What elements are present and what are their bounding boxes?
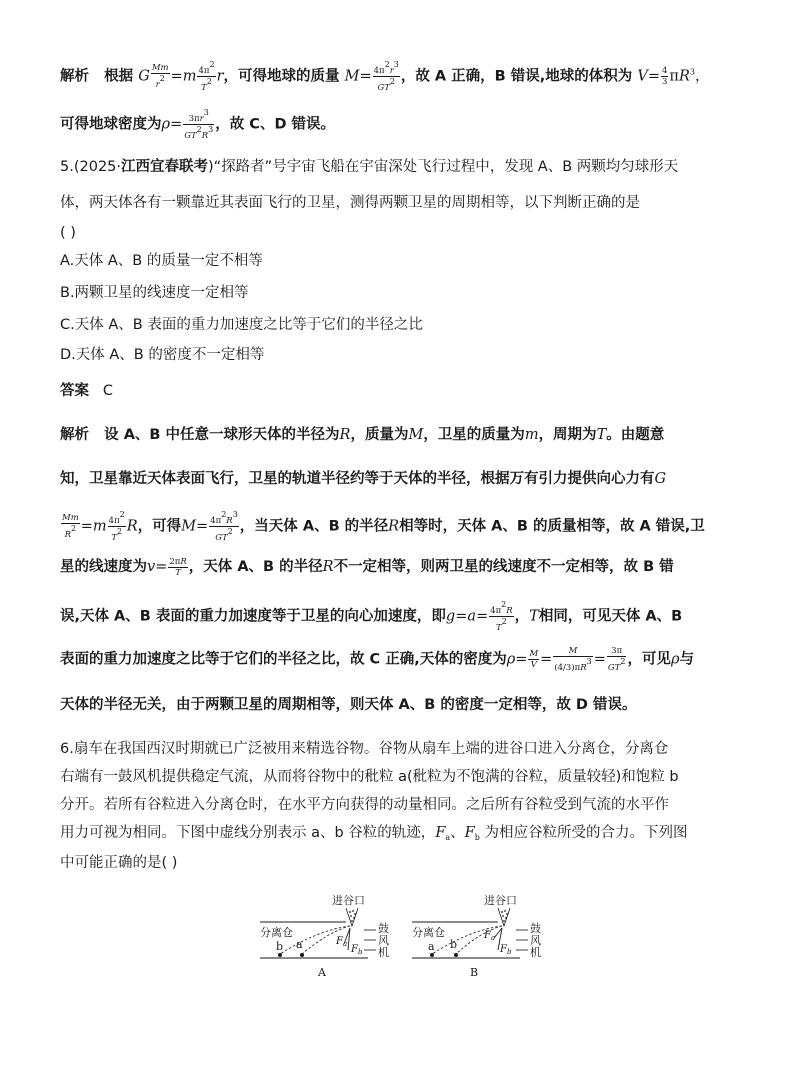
hopper-funnel: [498, 908, 510, 926]
text-run: 与: [679, 651, 694, 668]
answer-label: 答案: [60, 383, 89, 399]
question-number: 5.(2025·: [60, 159, 122, 175]
text-run: ，周期为: [538, 427, 597, 443]
solution-label: 解析: [60, 427, 89, 443]
figure-option-a: [258, 892, 390, 982]
text-run: ，: [514, 608, 530, 625]
question-6-line-1: 6.扇车在我国西汉时期就已广泛被用来精选谷物。谷物从扇车上端的进谷口进入分离仓，分离仓: [60, 741, 669, 757]
q5-solution-line-2: 知，卫星靠近天体表面飞行，卫星的轨道半径约等于天体的半径，根据万有引力提供向心力有G: [60, 471, 667, 487]
text-run: ，卫星的质量为: [423, 427, 525, 443]
option-a: A.天体 A、B 的质量一定不相等: [60, 253, 263, 269]
text-run: ，故 C、D 错误。: [215, 116, 336, 133]
text-run: 表面的重力加速度之比等于它们的半径之比，故 C 正确,天体的密度为: [60, 651, 507, 668]
answer-value: C: [102, 383, 113, 399]
option-b: B.两颗卫星的线速度一定相等: [60, 285, 249, 301]
grain-b-dot: [300, 953, 304, 957]
text-run: 可得地球密度为: [60, 116, 162, 133]
caption-a: A: [318, 966, 326, 979]
air-flow-arrows: [516, 930, 528, 950]
option-d: D.天体 A、B 的密度不一定相等: [60, 347, 265, 363]
question-6-line-3: 分开。若所有谷粒进入分离仓时，在水平方向获得的动量相同。之后所有谷粒受到气流的水平作: [60, 797, 669, 813]
fan-char-3: 机: [530, 946, 541, 959]
chamber-label: 分离仓: [412, 926, 445, 939]
text-run: 知，卫星靠近天体表面飞行，卫星的轨道半径约等于天体的半径，根据万有引力提供向心力有: [60, 471, 655, 487]
label-a: a: [296, 938, 303, 951]
text-run: 用力可视为相同。下图中虚线分别表示 a、b 谷粒的轨迹，: [60, 825, 436, 841]
grain-a-dot: [430, 953, 434, 957]
inlet-label: 进谷口: [332, 894, 365, 907]
q5-solution-line-6: 表面的重力加速度之比等于它们的半径之比，故 C 正确,天体的密度为ρ= $\frac{M}{V}$ = $\frac{M}{(4/3)\pi R^3}$ = $\frac{3\pi}{GT^2}$ ，可见ρ与: [60, 646, 694, 673]
text-run: 根据: [104, 68, 134, 85]
caption-b: B: [470, 966, 479, 979]
text-run: 。由题意: [606, 427, 665, 443]
question-5-stem-1: [60, 156, 740, 178]
fan-char-3: 机: [378, 946, 389, 959]
force-b-label: $F_b$: [500, 944, 512, 956]
figure-option-b: [410, 892, 542, 982]
label-b: b: [276, 940, 284, 953]
hopper-funnel: [346, 908, 358, 926]
q5-solution-line-5: 误,天体 A、B 表面的重力加速度等于卫星的向心加速度，即g=a= $\frac{4\pi^2R}{T^2}$ ，T相同，可见天体 A、B: [60, 600, 683, 633]
text-run: )“探路者”号宇宙飞船在宇宙深处飞行过程中，发现 A、B 两颗均匀球形天: [208, 159, 679, 175]
q5-solution-line-7: 天体的半径无关，由于两颗卫星的周期相等，则天体 A、B 的密度一定相等，故 D 错误。: [60, 697, 637, 713]
question-source: 江西宜春联考: [121, 159, 209, 175]
answer-parenthesis: ( ): [60, 225, 76, 241]
text-run: ，天体 A、B 的半径: [188, 559, 323, 575]
text-run: ，质量为: [350, 427, 409, 443]
text-run: ，可得: [137, 518, 182, 535]
force-b-label: $F_b$: [351, 944, 363, 956]
q5-solution-line-1: 解析 设 A、B 中任意一球形天体的半径为R，质量为M，卫星的质量为m，周期为T。由题意: [60, 427, 665, 443]
question-6-line-2: 右端有一鼓风机提供稳定气流，从而将谷物中的秕粒 a(秕粒为不饱满的谷粒，质量较轻)和饱粒 b: [60, 769, 679, 785]
solution-label: 解析: [60, 68, 89, 85]
air-flow-arrows: [364, 930, 376, 950]
grain-a-dot: [278, 953, 282, 957]
option-c: C.天体 A、B 表面的重力加速度之比等于它们的半径之比: [60, 317, 423, 333]
text-run: 不一定相等，则两卫星的线速度不一定相等，故 B 错: [333, 559, 674, 575]
fan-char-1: 鼓: [530, 922, 541, 935]
text-run: ，可得地球的质量: [223, 68, 340, 85]
fan-char-2: 风: [378, 934, 389, 947]
label-b: b: [450, 938, 458, 951]
fan-char-2: 风: [530, 934, 541, 947]
question-6-line-4: 用力可视为相同。下图中虚线分别表示 a、b 谷粒的轨迹，$F_a$、$F_b$ 为相应谷粒所受的合力。下列图: [60, 825, 688, 842]
q5-solution-line-4: 星的线速度为v= $\frac{2\pi R}{T}$ ，天体 A、B 的半径R不一定相等，则两卫星的线速度不一定相等，故 B 错: [60, 556, 674, 578]
question-5-stem-2: 体，两天体各有一颗靠近其表面飞行的卫星，测得两颗卫星的周期相等，以下判断正确的是: [60, 195, 640, 211]
text-run: ，故 A 正确，B 错误,地球的体积为: [400, 68, 633, 85]
text-run: 设 A、B 中任意一球形天体的半径为: [104, 427, 340, 443]
text-run: ，当天体 A、B 的半径: [239, 518, 389, 535]
force-a-label: $F_a$: [336, 936, 348, 948]
fan-char-1: 鼓: [378, 922, 389, 935]
inlet-label: 进谷口: [484, 894, 517, 907]
text-run: 为相应谷粒所受的合力。下列图: [484, 825, 688, 841]
answer-line: [60, 380, 740, 402]
grain-b-dot: [454, 953, 458, 957]
text-run: 相同，可见天体 A、B: [538, 608, 683, 625]
label-a: a: [428, 940, 435, 953]
text-run: 相等时，天体 A、B 的质量相等，故 A 错误,卫: [399, 518, 705, 535]
chamber-label: 分离仓: [260, 926, 293, 939]
prev-solution-line-1: 解析 根据 G $\frac{Mm}{r^2}$ =m $\frac{4\pi^2}{T^2}$ r，可得地球的质量 M= $\frac{4\pi^2r^3}{GT^2}$ ，故 A 正确，B 错误,地球的体积为 V= $\frac{4}{3}$ $\pi R^3$，: [60, 60, 710, 93]
force-a-label: $F_a$: [484, 930, 496, 942]
question-6-line-5: 中可能正确的是( ): [60, 855, 178, 871]
text-run: 星的线速度为: [60, 559, 147, 575]
text-run: ，可见: [627, 651, 671, 668]
text-run: 误,天体 A、B 表面的重力加速度等于卫星的向心加速度，即: [60, 608, 446, 625]
prev-solution-line-2: 可得地球密度为ρ= $\frac{3\pi r^3}{GT^2R^3}$ ，故 C、D 错误。: [60, 108, 336, 141]
q5-solution-line-3: $\frac{Mm}{R^2}$ =m $\frac{4\pi^2}{T^2}$ R，可得M= $\frac{4\pi^2R^3}{GT^2}$ ，当天体 A、B 的半径R相等时，天体 A、B 的质量相等，故 A 错误,卫: [62, 510, 705, 543]
